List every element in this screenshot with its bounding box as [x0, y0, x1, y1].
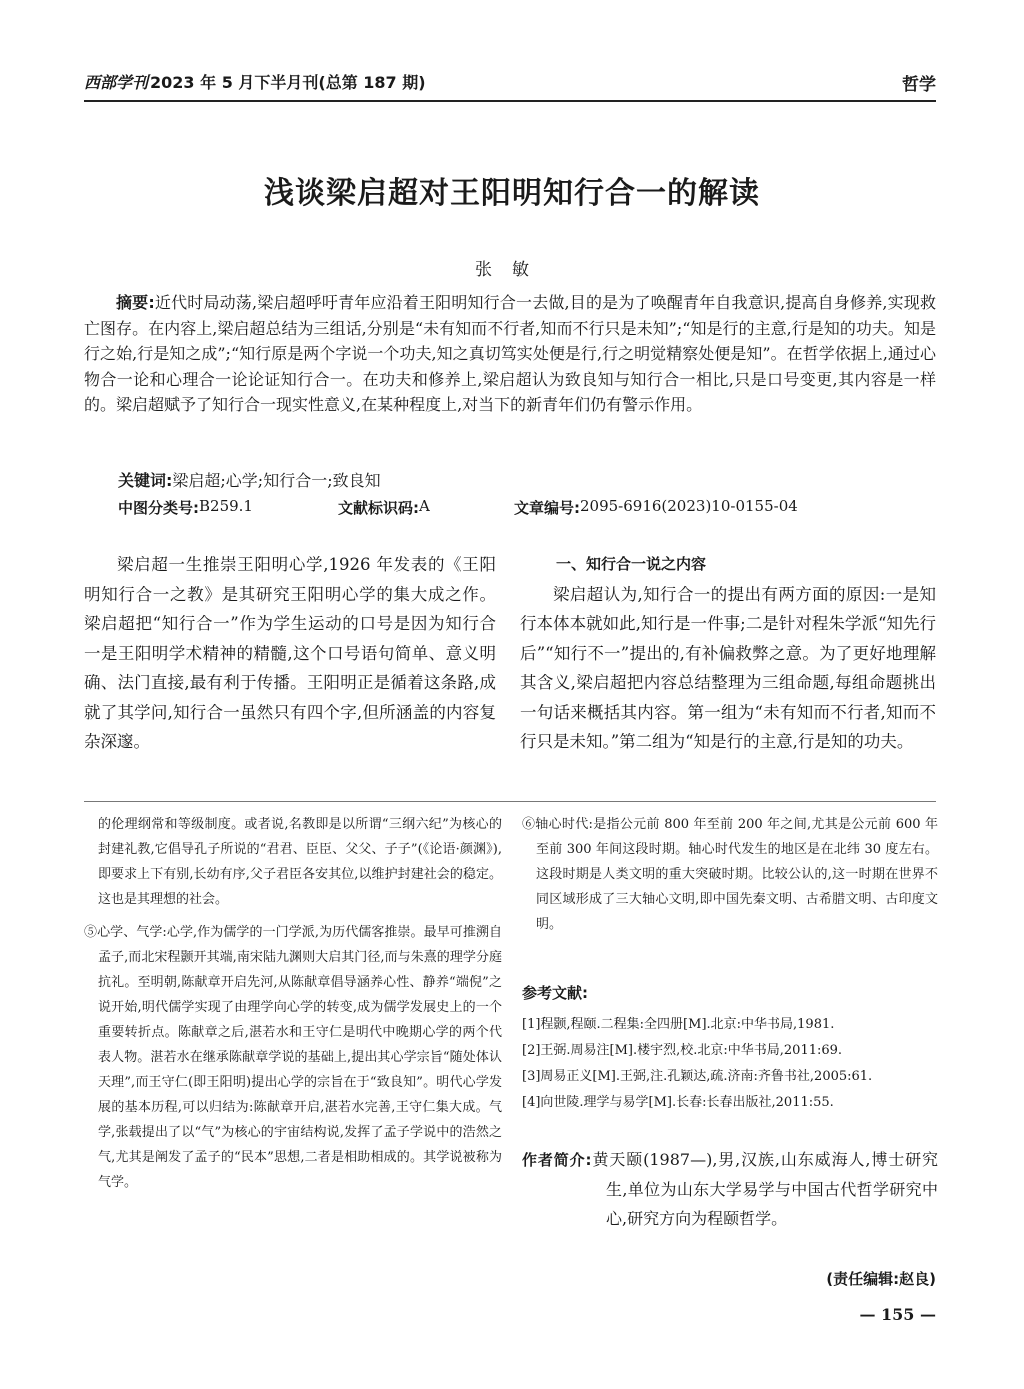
keywords-text: 梁启超;心学;知行合一;致良知: [172, 471, 381, 490]
article-no-field: [514, 497, 798, 518]
footnotes-left: [84, 812, 502, 1195]
page-header: [84, 66, 936, 102]
bio-label: 作者简介:: [522, 1151, 592, 1169]
clc-field: [118, 497, 253, 518]
reference-item: [1]程颢,程颐.二程集:全四册[M].北京:中华书局,1981.: [522, 1017, 835, 1032]
section-label: 哲学: [902, 75, 936, 95]
body-paragraph-right: 梁启超认为,知行合一的提出有两方面的原因:一是知行本体本就如此,知行是一件事;二是针对程朱学派“知先行后”“知行不一”提出的,有补偏救弊之意。为了更好地理解其含义,梁启超把内容总结整理为三组命题,每组命题挑出一句话来概括其内容。第一组为“未有知而不行者,知而不行只是未知。”第二组为“知是行的主意,行是知的功夫。: [520, 584, 936, 751]
author-bio: [522, 1145, 938, 1233]
article-title: 浅谈梁启超对王阳明知行合一的解读: [264, 176, 760, 211]
body-right-column: [520, 550, 936, 757]
doc-code-label: 文献标识码:: [338, 499, 419, 517]
section-heading: 一、知行合一说之内容: [556, 555, 707, 573]
header-issue-info: [84, 70, 426, 93]
article-no-label: 文章编号:: [514, 499, 580, 517]
bio-text: 黄天颐(1987—),男,汉族,山东威海人,博士研究生,单位为山东大学易学与中国古代哲学研究中心,研究方向为程颐哲学。: [591, 1150, 938, 1228]
journal-logo: 西部学刊: [84, 73, 149, 92]
body-paragraph-left: 梁启超一生推崇王阳明心学,1926 年发表的《王阳明知行合一之教》是其研究王阳明心学的集大成之作。梁启超把“知行合一”作为学生运动的口号是因为知行合一是王阳明学术精神的精髓,这个口号语句简单、意义明确、法门直接,最有利于传播。王阳明正是循着这条路,成就了其学问,知行合一虽然只有四个字,但所涵盖的内容复杂深邃。: [84, 555, 496, 751]
article-author: 张敏: [475, 260, 549, 280]
reference-item: [2]王弼.周易注[M].楼宇烈,校.北京:中华书局,2011:69.: [522, 1043, 843, 1058]
footnote-6: ⑥轴心时代:是指公元前 800 年至前 200 年之间,尤其是公元前 600 年至前 300 年间这段时期。轴心时代发生的地区是在北纬 30 度左右。这段时期是人类文明的重大突破时期。比较公认的,这一时期在世界不同区域形成了三大轴心文明,即中国先秦文明、古希腊文明、古印度文明。: [522, 817, 938, 932]
abstract-label: 摘要:: [116, 293, 155, 312]
reference-item: [3]周易正义[M].王弼,注.孔颖达,疏.济南:齐鲁书社,2005:61.: [522, 1069, 873, 1084]
footnotes-right: [522, 812, 938, 937]
references-list: [522, 1012, 938, 1116]
abstract-text: 近代时局动荡,梁启超呼吁青年应沿着王阳明知行合一去做,目的是为了唤醒青年自我意识,提高自身修养,实现救亡图存。在内容上,梁启超总结为三组话,分别是“未有知而不行者,知而不行只是未知”;“知是行的主意,行是知的功夫。知是行之始,行是知之成”;“知行原是两个字说一个功夫,知之真切笃实处便是行,行之明觉精察处便是知”。在哲学依据上,通过心物合一论和心理合一论论证知行合一。在功夫和修养上,梁启超认为致良知与知行合一相比,只是口号变更,其内容是一样的。梁启超赋予了知行合一现实性意义,在某种程度上,对当下的新青年们仍有警示作用。: [84, 293, 936, 414]
editor-credit: (责任编辑:赵良): [826, 1270, 936, 1288]
article-no-value: 2095-6916(2023)10-0155-04: [580, 497, 798, 515]
references-heading: 参考文献:: [522, 984, 588, 1002]
doc-code-value: A: [419, 497, 430, 515]
reference-item: [4]向世陵.理学与易学[M].长春:长春出版社,2011:55.: [522, 1095, 834, 1110]
clc-value: B259.1: [199, 497, 253, 515]
keywords: [118, 468, 938, 491]
page-number: — 155 —: [859, 1305, 936, 1324]
doc-code-field: [338, 497, 430, 518]
footnote-continuation: 的伦理纲常和等级制度。或者说,名教即是以所谓“三纲六纪”为核心的封建礼教,它倡导孔子所说的“君君、臣臣、父父、子子”(《论语·颜渊》),即要求上下有别,长幼有序,父子君臣各安其位,以维护封建社会的稳定。这也是其理想的社会。: [98, 817, 502, 907]
abstract: [84, 290, 936, 418]
footnote-divider: [84, 801, 936, 802]
body-left-column: [84, 550, 496, 757]
keywords-label: 关键词:: [118, 471, 173, 490]
clc-label: 中图分类号:: [118, 499, 199, 517]
footnote-5: ⑤心学、气学:心学,作为儒学的一门学派,为历代儒客推崇。最早可推溯自孟子,而北宋程颢开其端,南宋陆九渊则大启其门径,而与朱熹的理学分庭抗礼。至明朝,陈献章开启先河,从陈献章倡导涵养心性、静养“端倪”之说开始,明代儒学实现了由理学向心学的转变,成为儒学发展史上的一个重要转折点。陈献章之后,湛若水和王守仁是明代中晚期心学的两个代表人物。湛若水在继承陈献章学说的基础上,提出其心学宗旨“随处体认天理”,而王守仁(即王阳明)提出心学的宗旨在于“致良知”。明代心学发展的基本历程,可以归结为:陈献章开启,湛若水完善,王守仁集大成。气学,张载提出了以“气”为核心的宇宙结构说,发挥了孟子学说中的浩然之气,尤其是阐发了孟子的“民本”思想,二者是相助相成的。其学说被称为气学。: [84, 925, 502, 1190]
issue-label: 2023 年 5 月下半月刊(总第 187 期): [150, 73, 426, 92]
